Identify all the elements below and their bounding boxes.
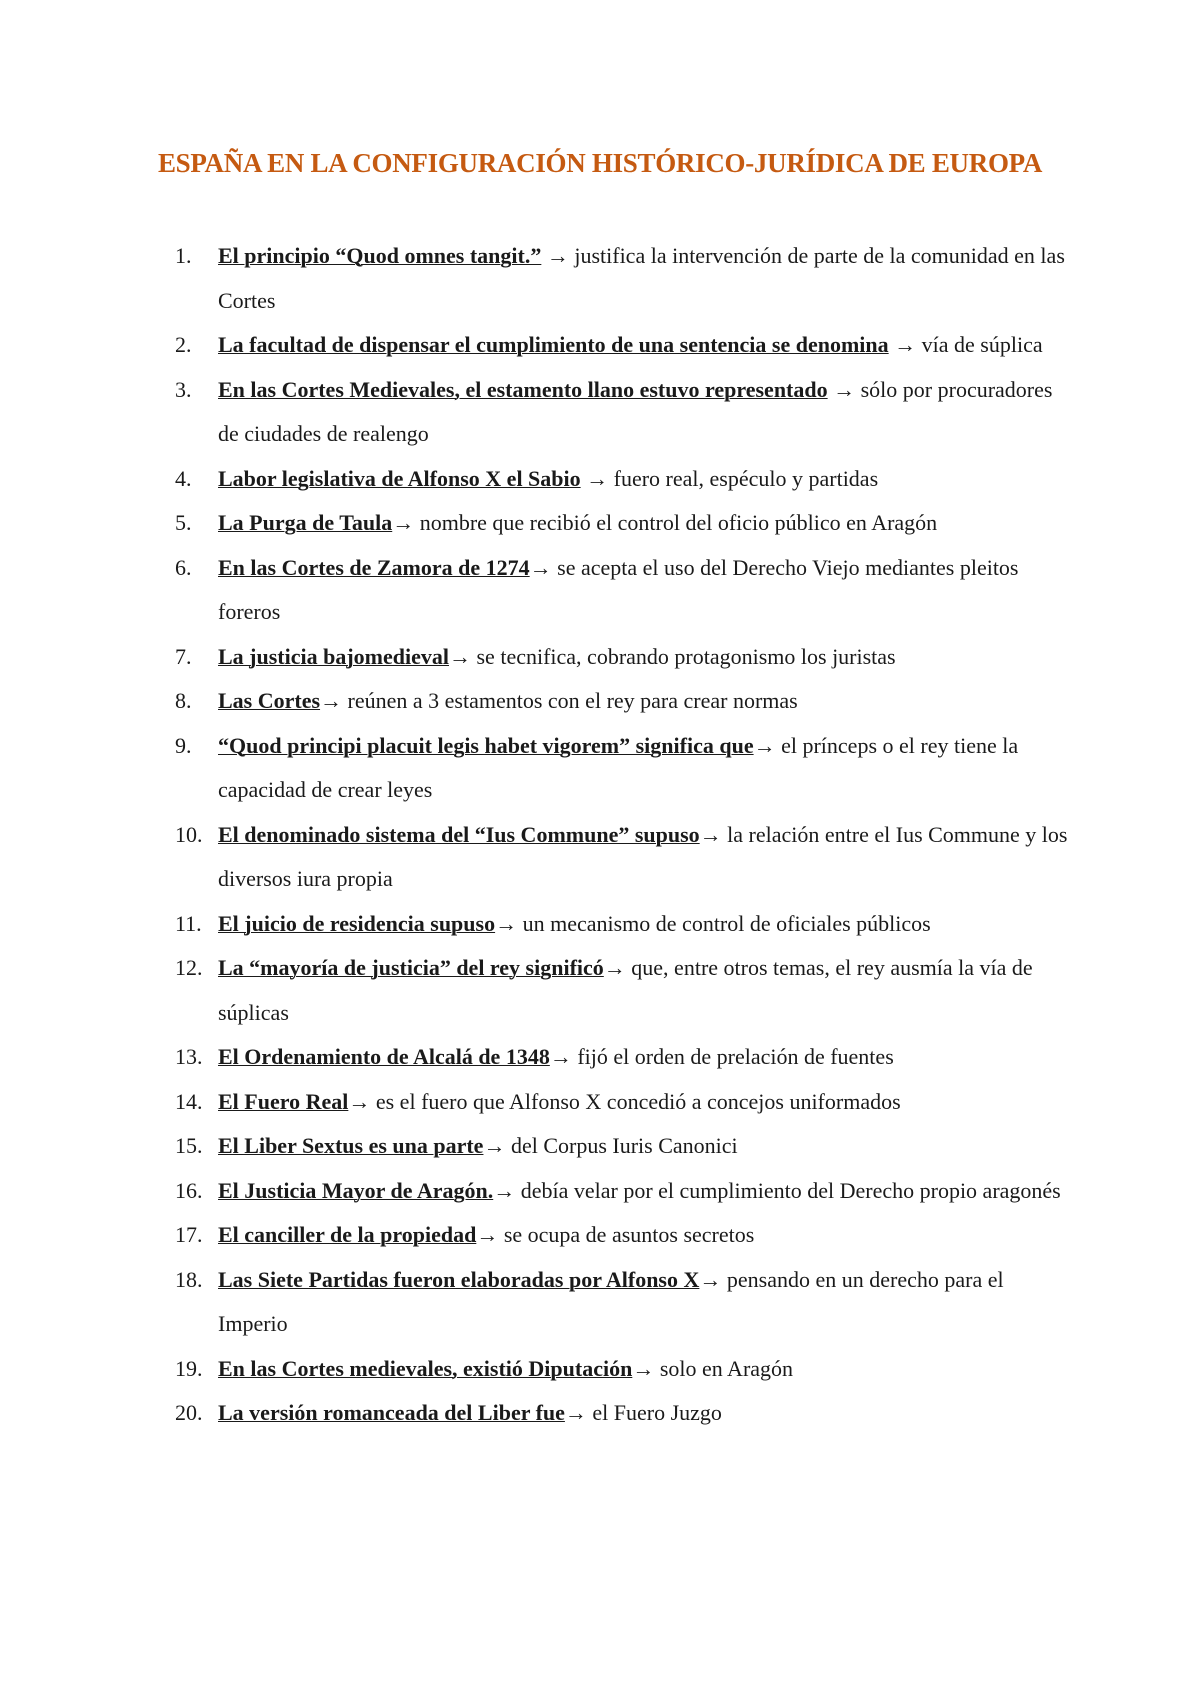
item-number: 9. xyxy=(175,732,192,758)
list-item xyxy=(175,1258,1075,1347)
item-number: 15. xyxy=(175,1133,203,1158)
item-number: 12. xyxy=(175,955,203,980)
item-question: La justicia bajomedieval xyxy=(218,643,449,669)
item-question: El Liber Sextus es una parte xyxy=(218,1133,484,1158)
item-number: 5. xyxy=(175,510,192,535)
item-answer: → se acepta el uso del Derecho Viejo mediantes pleitos foreros xyxy=(218,554,1019,624)
list-item xyxy=(175,1124,1075,1169)
list-item xyxy=(175,679,1075,724)
item-question: El Justicia Mayor de Aragón. xyxy=(218,1177,494,1203)
question-answer-list xyxy=(175,234,1075,1436)
list-item xyxy=(175,546,1075,635)
item-question: El canciller de la propiedad xyxy=(218,1222,477,1247)
item-question: La Purga de Taula xyxy=(218,510,393,535)
item-answer: → vía de súplica xyxy=(888,332,1043,357)
item-answer: → pensando en un derecho para el Imperio xyxy=(218,1266,1004,1336)
item-answer: → el prínceps o el rey tiene la capacidad de crear leyes xyxy=(218,732,1019,802)
item-answer: → debía velar por el cumplimiento del Derecho propio aragonés xyxy=(493,1177,1061,1203)
item-number: 8. xyxy=(175,688,192,713)
item-number: 3. xyxy=(175,376,192,402)
item-number: 10. xyxy=(175,821,203,847)
item-number: 7. xyxy=(175,643,192,669)
item-question: En las Cortes medievales, existió Diputación xyxy=(218,1355,633,1381)
list-item xyxy=(175,234,1075,323)
item-question: El Ordenamiento de Alcalá de 1348 xyxy=(218,1044,550,1069)
list-item xyxy=(175,724,1075,813)
item-question: La facultad de dispensar el cumplimiento de una sentencia se denomina xyxy=(218,332,889,357)
item-answer: → solo en Aragón xyxy=(632,1355,794,1381)
list-item xyxy=(175,946,1075,1035)
item-answer: → fijó el orden de prelación de fuentes xyxy=(549,1044,894,1069)
list-item xyxy=(175,501,1075,546)
item-number: 13. xyxy=(175,1044,203,1069)
item-number: 14. xyxy=(175,1088,203,1114)
item-question: “Quod principi placuit legis habet vigorem” significa que xyxy=(218,732,754,758)
list-item xyxy=(175,813,1075,902)
item-number: 17. xyxy=(175,1222,203,1247)
item-question: La versión romanceada del Liber fue xyxy=(218,1400,565,1425)
list-item xyxy=(175,457,1075,502)
item-question: El juicio de residencia supuso xyxy=(218,910,496,936)
list-item xyxy=(175,368,1075,457)
item-answer: → se tecnifica, cobrando protagonismo los juristas xyxy=(449,643,896,669)
item-question: El denominado sistema del “Ius Commune” supuso xyxy=(218,821,700,847)
item-answer: → nombre que recibió el control del oficio público en Aragón xyxy=(392,510,938,535)
item-answer: → un mecanismo de control de oficiales públicos xyxy=(495,910,931,936)
item-number: 18. xyxy=(175,1266,203,1292)
item-answer: → es el fuero que Alfonso X concedió a concejos uniformados xyxy=(348,1088,901,1114)
list-item xyxy=(175,323,1075,368)
item-number: 19. xyxy=(175,1355,203,1381)
item-number: 11. xyxy=(175,910,202,936)
list-item xyxy=(175,1391,1075,1436)
item-answer: → reúnen a 3 estamentos con el rey para crear normas xyxy=(320,688,798,713)
item-answer: → sólo por procuradores de ciudades de realengo xyxy=(218,376,1053,446)
item-answer: → la relación entre el Ius Commune y los diversos iura propia xyxy=(218,821,1068,891)
list-item xyxy=(175,635,1075,680)
item-number: 16. xyxy=(175,1177,203,1203)
item-question: El principio “Quod omnes tangit.” xyxy=(218,243,542,268)
item-question: En las Cortes de Zamora de 1274 xyxy=(218,554,530,580)
item-question: Las Cortes xyxy=(218,688,321,713)
item-question: En las Cortes Medievales, el estamento llano estuvo representado xyxy=(218,376,828,402)
item-answer: → justifica la intervención de parte de la comunidad en las Cortes xyxy=(218,243,1065,313)
item-answer: → que, entre otros temas, el rey ausmía la vía de súplicas xyxy=(218,955,1033,1025)
item-question: La “mayoría de justicia” del rey significó xyxy=(218,955,604,980)
item-answer: → del Corpus Iuris Canonici xyxy=(483,1133,738,1158)
item-number: 1. xyxy=(175,243,192,268)
list-item xyxy=(175,1080,1075,1125)
item-question: El Fuero Real xyxy=(218,1088,349,1114)
item-number: 20. xyxy=(175,1400,203,1425)
item-question: Las Siete Partidas fueron elaboradas por Alfonso X xyxy=(218,1266,700,1292)
list-item xyxy=(175,1169,1075,1214)
item-number: 2. xyxy=(175,332,192,357)
item-answer: → fuero real, espéculo y partidas xyxy=(580,465,879,491)
item-number: 6. xyxy=(175,554,192,580)
list-item xyxy=(175,1035,1075,1080)
list-item xyxy=(175,1213,1075,1258)
list-item xyxy=(175,902,1075,947)
item-question: Labor legislativa de Alfonso X el Sabio xyxy=(218,465,581,491)
list-item xyxy=(175,1347,1075,1392)
page-title: ESPAÑA EN LA CONFIGURACIÓN HISTÓRICO-JURÍDICA DE EUROPA xyxy=(157,148,1043,178)
item-answer: → el Fuero Juzgo xyxy=(564,1400,722,1425)
item-number: 4. xyxy=(175,465,192,491)
item-answer: → se ocupa de asuntos secretos xyxy=(476,1222,755,1247)
